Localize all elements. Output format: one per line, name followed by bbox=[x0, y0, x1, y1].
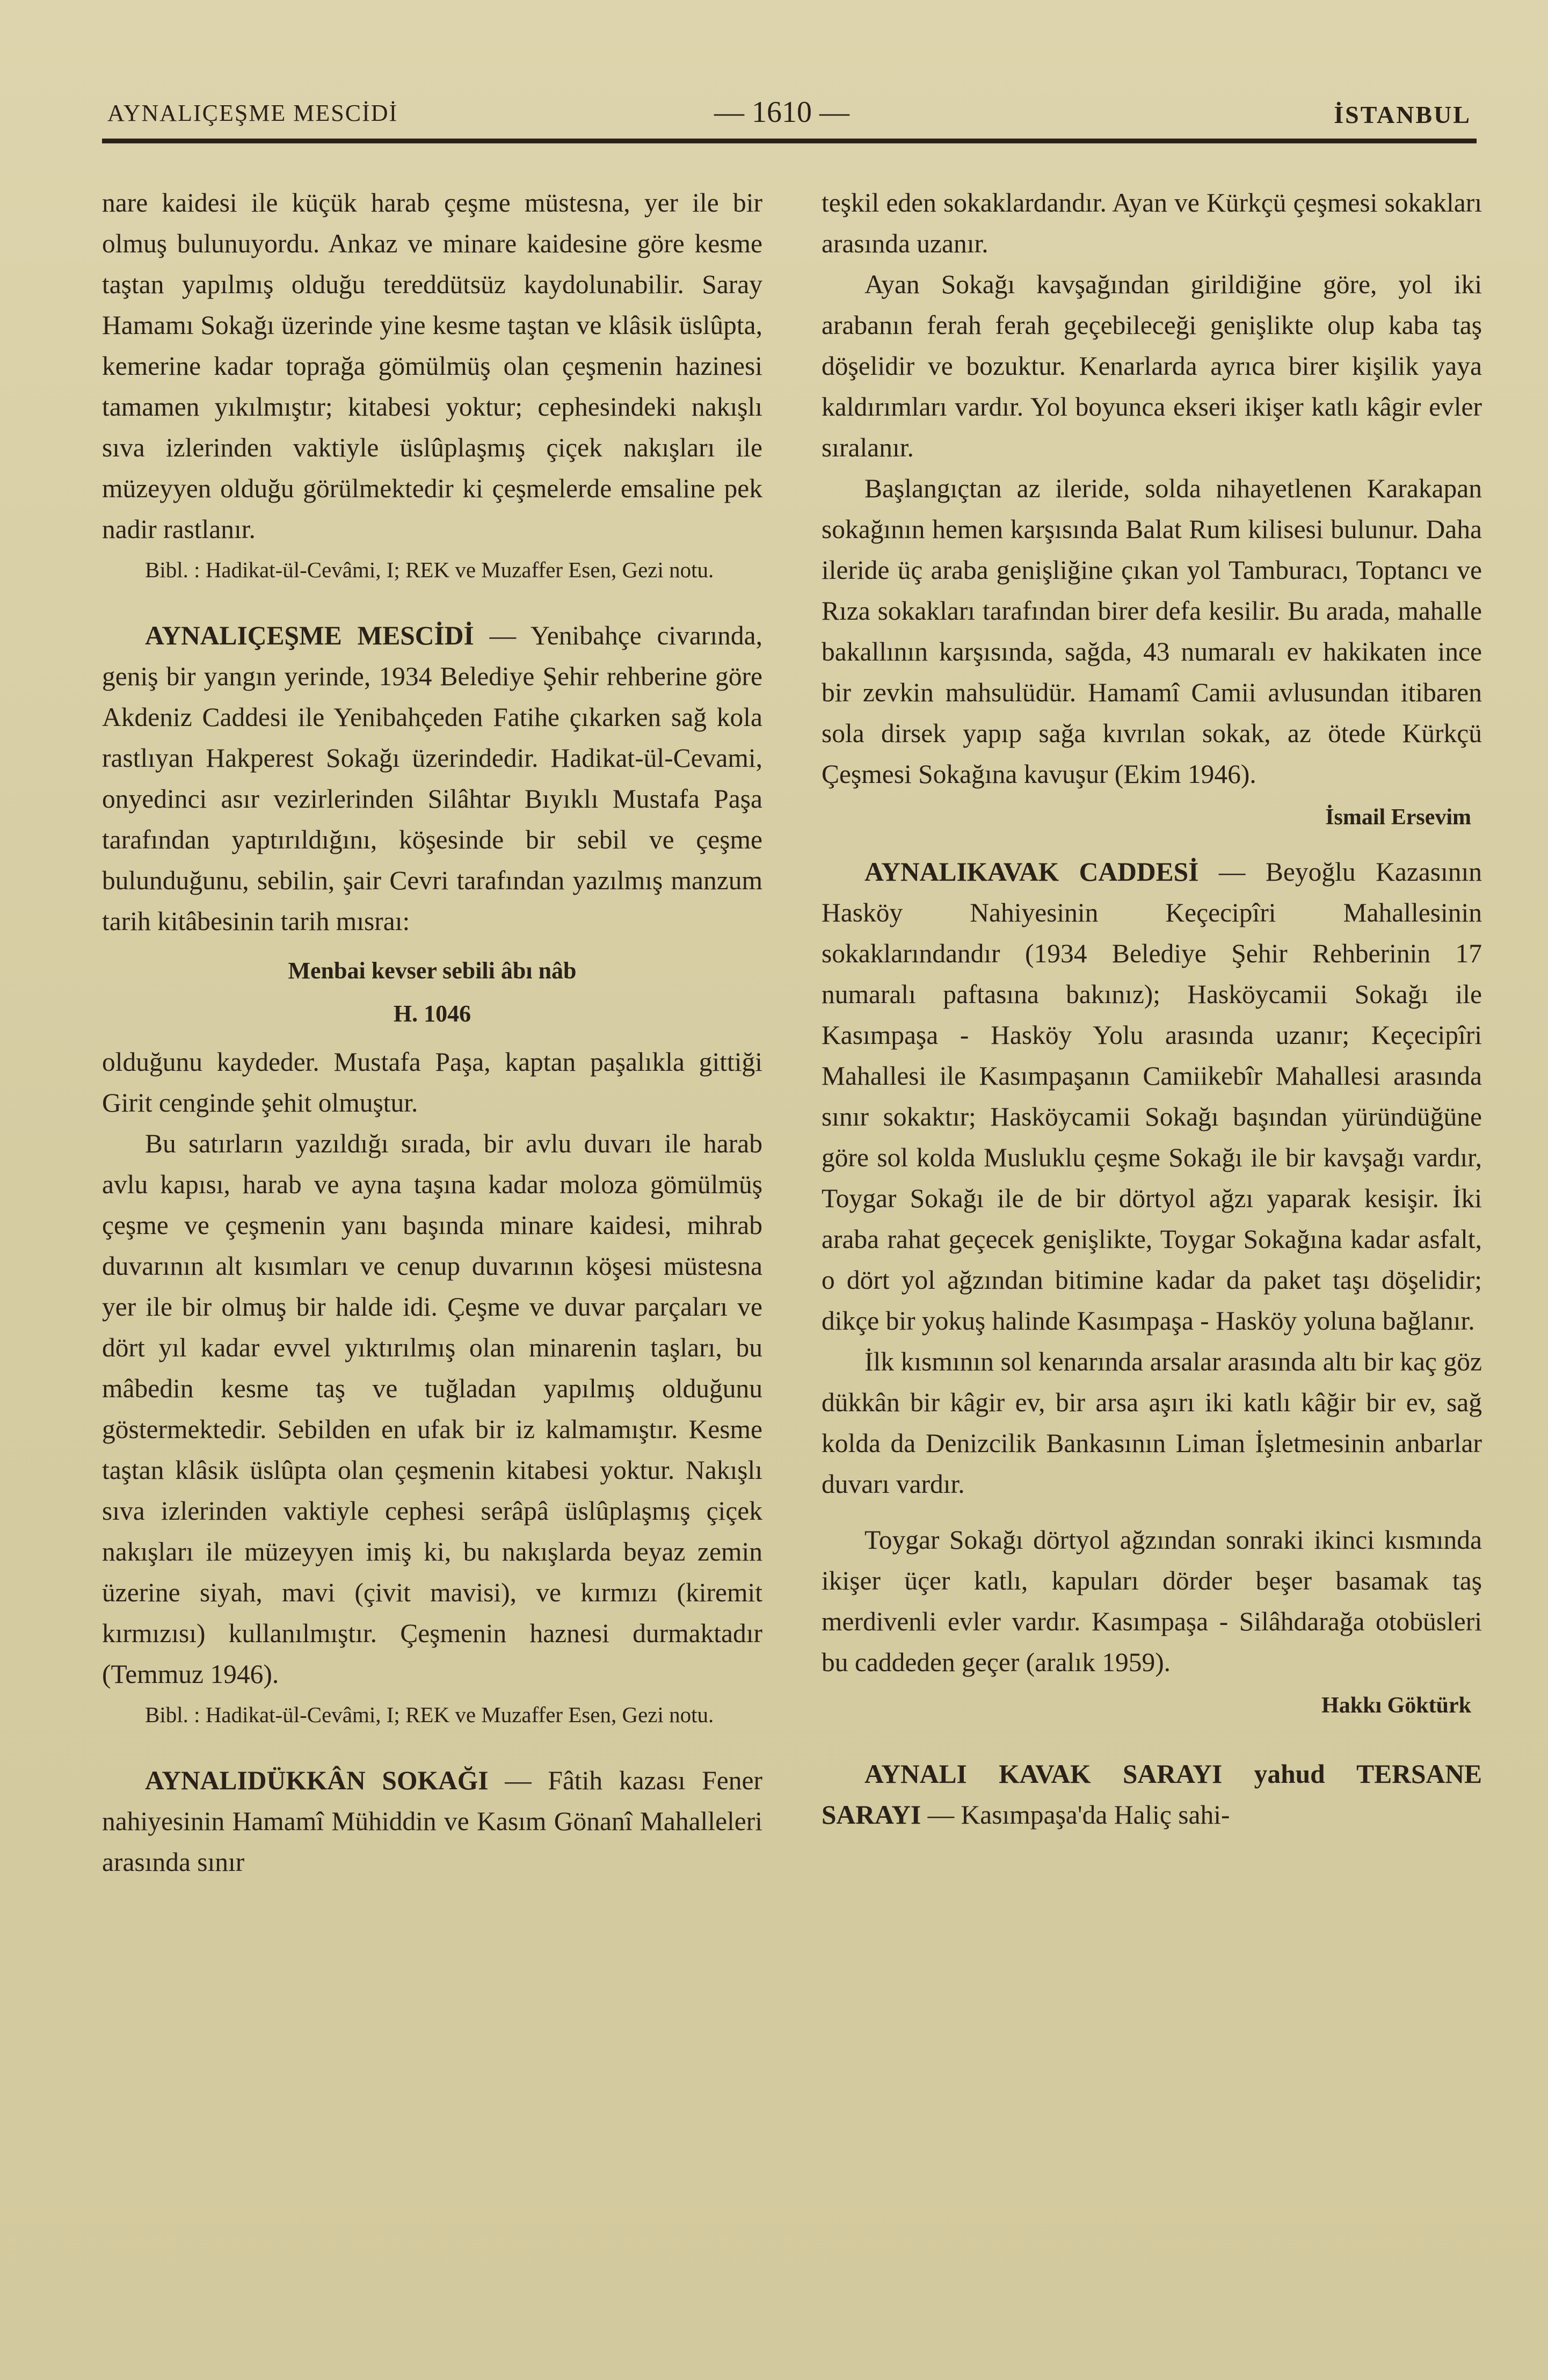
inscription-quote bbox=[102, 949, 762, 1035]
running-head-right: İSTANBUL bbox=[1334, 101, 1471, 128]
entry-text: — Beyoğlu Kazasının Hasköy Nahiyesinin Keçecipîri Mahallesinin sokaklarındandır (1934 Belediye Şehir Rehberinin 17 numaralı paftasına bakınız); Hasköycamii Sokağı ile Kasımpaşa - Hasköy Yolu arasında uzanır; Keçecipîri Mahallesi ile Kasımpaşanın Camiikebîr Mahallesi arasında sınır sokaktır; Hasköycamii Sokağı başından yüründüğüne göre sol kolda Musluklu çeşme Sokağı ile bir kavşağı vardır, Toygar Sokağı ile de bir dörtyol ağzı yaparak kesişir. İki araba rahat geçecek genişlikte, Toygar Sokağına kadar asfalt, o dört yol ağzından bitimine kadar da paket taşı döşelidir; dikçe bir yokuş halinde Kasımpaşa - Hasköy yoluna bağlanır. bbox=[822, 857, 1482, 1336]
entry-text: — Kasımpaşa'da Haliç sahi- bbox=[921, 1800, 1230, 1830]
running-head-left: AYNALIÇEŞME MESCİDİ bbox=[107, 100, 398, 126]
entry-title: AYNALIKAVAK CADDESİ bbox=[864, 857, 1199, 887]
author-signature: İsmail Ersevim bbox=[1325, 805, 1471, 830]
paragraph: Bu satırların yazıldığı sırada, bir avlu duvarı ile harab avlu kapısı, harab ve ayna taşına kadar moloza gömülmüş çeşme ve çeşmenin yanı başında minare kaidesi, mihrab duvarının alt kısımları ve cenup duvarının köşesi müstesna yer ile bir olmuş bir halde idi. Çeşme ve duvar parçaları ve dört yıl kadar evvel yıktırılmış olan minarenin taşları, bu mâbedin kesme taş ve tuğladan yapılmış olduğunu göstermektedir. Sebilden en ufak bir iz kalmamıştır. Kesme taştan klâsik üslûpta olan çeşmenin kitabesi yoktur. Nakışlı sıva izlerinden vaktiyle cephesi serâpâ üslûplaşmış çiçek nakışları ile müzeyyen imiş ki, bu nakışlarda beyaz zemin üzerine siyah, mavi (çivit mavisi), ve kırmızı (kiremit kırmızısı) kullanılmıştır. Çeşmenin haznesi durmaktadır (Temmuz 1946). bbox=[102, 1129, 762, 1689]
left-column bbox=[102, 183, 762, 1883]
page-header bbox=[102, 94, 1482, 132]
bibliography: Bibl. : Hadikat-ül-Cevâmi, I; REK ve Muzaffer Esen, Gezi notu. bbox=[145, 1702, 714, 1727]
paragraph: nare kaidesi ile küçük harab çeşme müstesna, yer ile bir olmuş bulunuyordu. Ankaz ve minare kaidesine göre kesme taştan yapılmış olduğu tereddütsüz kaydolunabilir. Saray Hamamı Sokağı üzerinde yine kesme taştan ve klâsik üslûpta, kemerine kadar toprağa gömülmüş olan çeşmenin hazinesi tamamen yıkılmıştır; kitabesi yoktur; cephesindeki nakışlı sıva izlerinden vaktiyle üslûplaşmış çiçek nakışları ile müzeyyen olduğu görülmektedir ki çeşmelerde emsaline pek nadir rastlanır. bbox=[102, 188, 762, 544]
entry-text: — Fâtih kazası Fener nahiyesinin Hamamî Mühiddin ve Kasım Gönanî Mahalleleri arasında sınır bbox=[102, 1766, 762, 1877]
paragraph: Ayan Sokağı kavşağından girildiğine göre, yol iki arabanın ferah ferah geçebileceği genişlikte olup kaba taş döşelidir ve bozuktur. Kenarlarda ayrıca birer kişilik yaya kaldırımları vardır. Yol boyunca ekseri ikişer katlı kâgir evler sıralanır. bbox=[822, 270, 1482, 462]
entry-title: AYNALI KAVAK SARAYI yahud TERSANE SARAYI bbox=[822, 1759, 1482, 1830]
entry-aynali-kavak-sarayi bbox=[822, 1754, 1482, 1835]
quote-date: H. 1046 bbox=[393, 1000, 471, 1027]
paragraph: olduğunu kaydeder. Mustafa Paşa, kaptan paşalıkla gittiği Girit cenginde şehit olmuştur. bbox=[102, 1047, 762, 1118]
header-rule bbox=[102, 139, 1477, 143]
entry-aynalidukkan-sokagi bbox=[102, 1760, 762, 1883]
paragraph: İlk kısmının sol kenarında arsalar arasında altı bir kaç göz dükkân bir kâgir ev, bir arsa aşırı iki katlı kâğir bir ev, sağ kolda da Denizcilik Bankasının Liman İşletmesinin anbarlar duvarı vardır. bbox=[822, 1347, 1482, 1499]
entry-title: AYNALIÇEŞME MESCİDİ bbox=[145, 621, 474, 650]
entry-aynalikavak-caddesi bbox=[822, 852, 1482, 1341]
quote-line: Menbai kevser sebili âbı nâb bbox=[288, 957, 577, 984]
entry-text: — Yenibahçe civarında, geniş bir yangın yerinde, 1934 Belediye Şehir rehberine göre Akdeniz Caddesi ile Yenibahçeden Fatihe çıkarken sağ kola rastlıyan Hakperest Sokağı üzerindedir. Hadikat-ül-Cevami, onyedinci asır vezirlerinden Silâhtar Bıyıklı Mustafa Paşa tarafından yaptırıldığını, köşesinde bir sebil ve çeşme bulunduğunu, sebilin, şair Cevri tarafından yazılmış manzum tarih kitâbesinin tarih mısraı: bbox=[102, 621, 762, 936]
paragraph: Başlangıçtan az ileride, solda nihayetlenen Karakapan sokağının hemen karşısında Balat Rum kilisesi bulunur. Daha ileride üç araba genişliğine çıkan yol Tamburacı, Toptancı ve Rıza sokakları tarafından birer defa kesilir. Bu arada, mahalle bakallının karşısında, sağda, 43 numaralı ev hakikaten ince bir zevkin mahsulüdür. Hamamî Camii avlusundan itibaren sola dirsek yapıp sağa kıvrılan sokak, az ötede Kürkçü Çeşmesi Sokağına kavuşur (Ekim 1946). bbox=[822, 474, 1482, 789]
bibliography: Bibl. : Hadikat-ül-Cevâmi, I; REK ve Muzaffer Esen, Gezi notu. bbox=[145, 557, 714, 582]
right-column bbox=[822, 183, 1482, 1835]
entry-aynalicesme-mescidi bbox=[102, 615, 762, 942]
paragraph: Toygar Sokağı dörtyol ağzından sonraki ikinci kısmında ikişer üçer katlı, kapuları dörder beşer basamak taş merdivenli evler vardır. Kasımpaşa - Silâhdarağa otobüsleri bu caddeden geçer (aralık 1959). bbox=[822, 1525, 1482, 1677]
author-signature: Hakkı Göktürk bbox=[1321, 1693, 1471, 1718]
page-number: — 1610 — bbox=[714, 96, 849, 129]
entry-title: AYNALIDÜKKÂN SOKAĞI bbox=[145, 1766, 489, 1795]
paragraph: teşkil eden sokaklardandır. Ayan ve Kürkçü çeşmesi sokakları arasında uzanır. bbox=[822, 188, 1482, 258]
